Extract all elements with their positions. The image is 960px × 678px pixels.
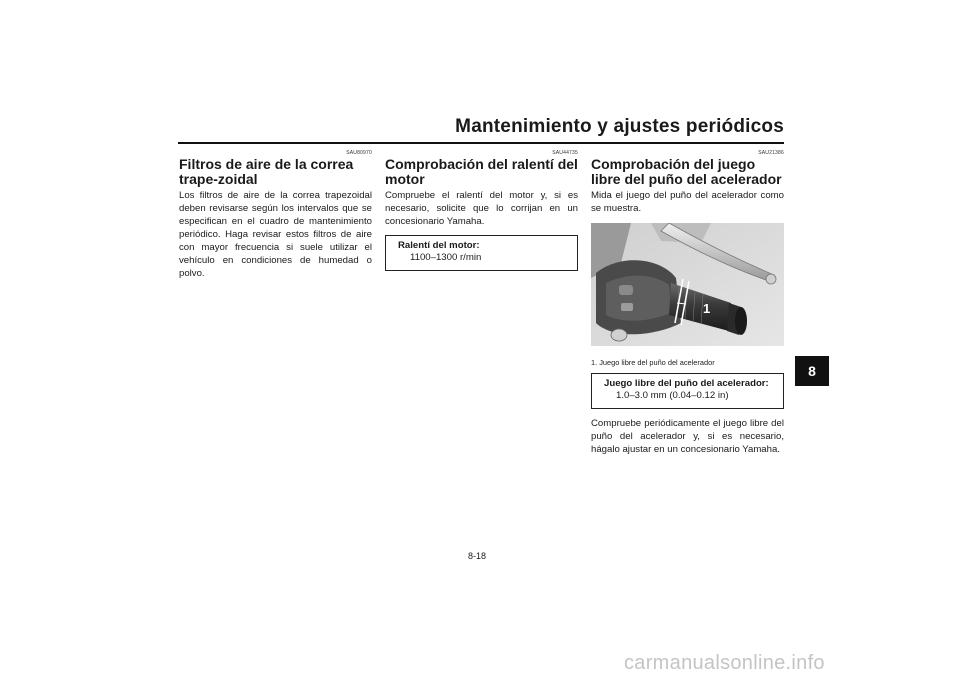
- spec-value: 1100–1300 r/min: [410, 252, 482, 263]
- spec-label: Ralentí del motor:: [398, 240, 480, 251]
- page-number: 8-18: [468, 551, 487, 561]
- section-code: SAU80970: [346, 150, 372, 156]
- figure-callout-number: 1: [703, 301, 711, 316]
- section-code: SAU21386: [758, 150, 784, 156]
- section-throttle-play: [591, 150, 784, 456]
- spec-box-idle: [385, 235, 578, 271]
- chapter-tab: 8: [795, 356, 829, 386]
- spec-value: 1.0–3.0 mm (0.04–0.12 in): [616, 390, 729, 401]
- section-body: Mida el juego del puño del acelerador como se muestra.: [591, 190, 784, 214]
- spec-label: Juego libre del puño del acelerador:: [604, 378, 769, 389]
- section-title: Comprobación del ralentí del motor: [385, 156, 578, 187]
- watermark: carmanualsonline.info: [624, 652, 825, 674]
- spec-box-throttle: [591, 373, 784, 409]
- section-idle-speed: [385, 150, 578, 271]
- section-body: Compruebe el ralentí del motor y, si es necesario, solicite que lo corrijan en un concesionario Yamaha.: [385, 190, 578, 227]
- section-body-after: Compruebe periódicamente el juego libre del puño del acelerador y, si es necesario, hágalo ajustar en un concesionario Yamaha.: [591, 418, 784, 455]
- section-code: SAU44735: [552, 150, 578, 156]
- header-rule: [178, 142, 784, 144]
- section-title: Comprobación del juego libre del puño del acelerador: [591, 156, 782, 187]
- figure-caption: 1. Juego libre del puño del acelerador: [591, 358, 715, 367]
- throttle-grip-illustration: [591, 223, 784, 346]
- page-header-title: Mantenimiento y ajustes periódicos: [455, 116, 784, 137]
- section-body: Los filtros de aire de la correa trapezoidal deben revisarse según los intervalos que se especifican en el cuadro de mantenimiento periódico. Haga revisar estos filtros de aire con mayor frecuencia si suele utilizar el vehículo en condiciones de humedad o polvo.: [179, 190, 372, 279]
- section-title: Filtros de aire de la correa trape-zoidal: [179, 156, 354, 187]
- throttle-grip-figure: [591, 223, 784, 346]
- section-air-filters: [179, 150, 372, 280]
